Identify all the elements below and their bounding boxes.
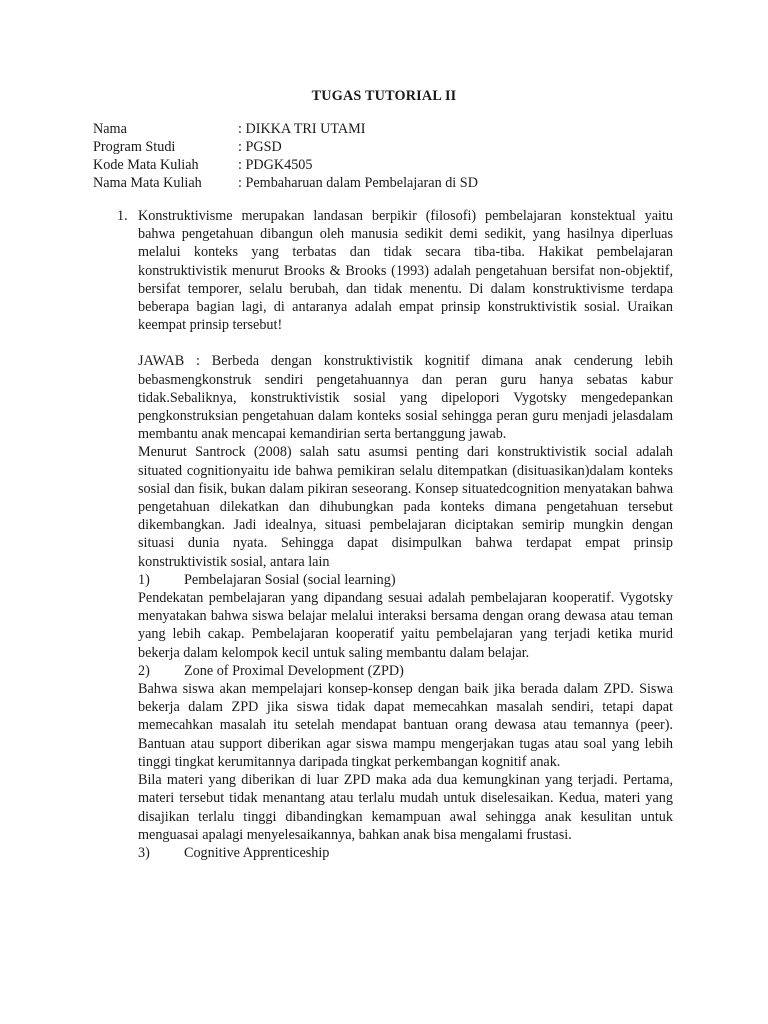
principle-number: 3) bbox=[138, 844, 150, 861]
info-value: : PGSD bbox=[238, 139, 282, 155]
principle-title: Cognitive Apprenticeship bbox=[184, 844, 330, 861]
info-label: Program Studi bbox=[93, 139, 176, 155]
document-title: TUGAS TUTORIAL II bbox=[311, 88, 457, 104]
principle-heading-2 bbox=[138, 662, 673, 680]
answer-paragraph-1: JAWAB : Berbeda dengan konstruktivistik kognitif dimana anak cenderung lebih bebasmengkonstruk sendiri pengetahuannya dan peran guru hanya sebatas kabur tidak.Sebaliknya, konstruktivistik sosial yang dipelopori Vygotsky mengedepankan pengkonstruksian pengetahuan dalam konteks sosial sehingga peran guru menjadi jelasdalam membantu anak mencapai kemandirian serta bertanggung jawab. bbox=[138, 353, 673, 443]
principle-number: 2) bbox=[138, 662, 150, 679]
info-label: Nama bbox=[93, 121, 127, 137]
student-info bbox=[93, 120, 693, 192]
principle-number: 1) bbox=[138, 571, 150, 588]
answer-paragraph-2: Menurut Santrock (2008) salah satu asumsi penting dari konstruktivistik social adalah situated cognitionyaitu ide bahwa pemikiran selalu ditempatkan (disituasikan)dalam konteks sosial dan fisik, bukan dalam pikiran seseorang. Konsep situatedcognition menyatakan bahwa pengetahuan dilekatkan dan dihubungkan pada konteks dimana pengetahuan tersebut dikembangkan. Jadi idealnya, situasi pembelajaran diciptakan semirip mungkin dengan situasi dunia nyata. Sehingga dapat disimpulkan bahwa terdapat empat prinsip konstruktivistik sosial, antara lain bbox=[138, 444, 673, 570]
question-text: Konstruktivisme merupakan landasan berpikir (filosofi) pembelajaran konstektual yaitu bahwa pengetahuan dibangun oleh manusia sedikit demi sedikit, yang hasilnya diperluas melalui konteks yang terbatas dan tidak secara tiba-tiba. Hakikat pembelajaran konstruktivistik menurut Brooks & Brooks (1993) adalah pengetahuan bersifat non-objektif, bersifat temporer, selalu berubah, dan tidak menentu. Di dalam konstruktivisme terdapa beberapa bagian lagi, di antaranya adalah empat prinsip konstruktivistik sosial. Uraikan keempat prinsip tersebut! bbox=[138, 208, 673, 334]
principle-text-2: Bahwa siswa akan mempelajari konsep-konsep dengan baik jika berada dalam ZPD. Siswa bekerja dalam ZPD jika siswa tidak dapat memecahkan masalah sendiri, tetapi dapat memecahkan masalah itu setelah mendapat bantuan orang dewasa atau temannya (peer). Bantuan atau support diberikan agar siswa mampu mengerjakan tugas atau soal yang lebih tinggi tingkat kerumitannya daripada tingkat perkembangan kognitif anak. bbox=[138, 681, 673, 770]
info-row-kode-mata-kuliah bbox=[93, 156, 693, 174]
principle-text-2b: Bila materi yang diberikan di luar ZPD maka ada dua kemungkinan yang terjadi. Pertama, materi tersebut tidak menantang atau terlalu mudah untuk diselesaikan. Kedua, materi yang disajikan terlalu tinggi dibandingkan kemampuan awal sehingga anak kesulitan untuk menguasai apalagi menyelesaikannya, bahkan anak bisa mengalami frustasi. bbox=[138, 772, 673, 843]
info-value: : DIKKA TRI UTAMI bbox=[238, 121, 366, 137]
info-row-nama bbox=[93, 120, 693, 138]
principle-heading-3 bbox=[138, 844, 673, 862]
principle-text-1: Pendekatan pembelajaran yang dipandang sesuai adalah pembelajaran kooperatif. Vygotsky menyatakan bahwa siswa belajar melalui interaksi bersama dengan orang dewasa atau teman yang lebih cakap. Pembelajaran kooperatif yaitu pembelajaran yang terjadi ketika murid bekerja dalam kelompok kecil untuk saling membantu dalam belajar. bbox=[138, 590, 673, 661]
info-row-program-studi bbox=[93, 138, 693, 156]
info-value: : PDGK4505 bbox=[238, 157, 313, 173]
principle-title: Zone of Proximal Development (ZPD) bbox=[184, 662, 404, 679]
principle-heading-1 bbox=[138, 571, 673, 589]
info-label: Kode Mata Kuliah bbox=[93, 157, 199, 173]
question-answer-block bbox=[138, 207, 673, 862]
principle-title: Pembelajaran Sosial (social learning) bbox=[184, 571, 396, 588]
info-value: : Pembaharuan dalam Pembelajaran di SD bbox=[238, 175, 478, 191]
info-label: Nama Mata Kuliah bbox=[93, 175, 202, 191]
question-number: 1. bbox=[117, 208, 128, 224]
info-row-nama-mata-kuliah bbox=[93, 174, 693, 192]
